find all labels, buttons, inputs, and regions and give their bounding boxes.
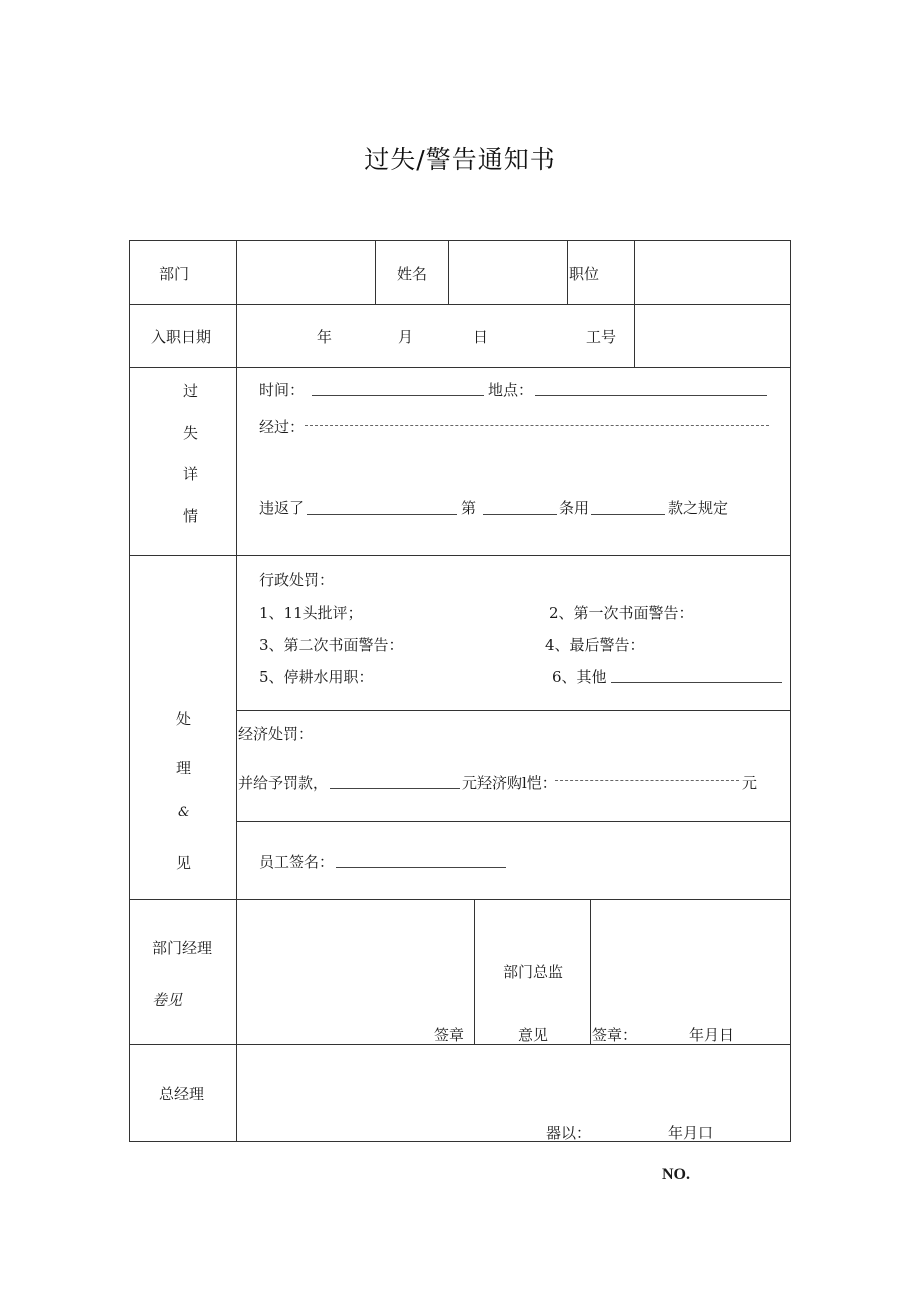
economic-penalty-title: 经济处罚：: [238, 725, 314, 743]
employee-number-label: 工号: [586, 328, 617, 346]
dept-director-opinion-label: 意见: [518, 1026, 549, 1044]
handling-side-char: 处: [176, 710, 192, 728]
employee-number-field[interactable]: [636, 306, 789, 366]
manager-seal-label: 签章: [434, 1026, 465, 1044]
name-label: 姓名: [397, 265, 428, 283]
fine-mid-label: 元羟济购l恺：: [462, 774, 557, 792]
option-suspension[interactable]: 5、停耕水用职：: [259, 668, 374, 686]
director-sign-label: 签章：: [592, 1026, 638, 1044]
employee-signature-label: 员工签名：: [259, 853, 335, 871]
time-field[interactable]: [312, 395, 484, 396]
fault-side-char: 失: [183, 424, 199, 442]
gm-sign-label: 器以：: [546, 1124, 592, 1142]
day-label: 日: [473, 328, 489, 346]
employee-signature-field[interactable]: [336, 867, 506, 868]
option-first-written-warning[interactable]: 2、第一次书面警告：: [549, 604, 694, 622]
fault-side-char: 情: [183, 507, 199, 525]
option-final-warning[interactable]: 4、最后警告：: [545, 636, 645, 654]
tiao-label: 条用: [559, 499, 590, 517]
general-manager-label: 总经理: [159, 1085, 205, 1103]
page-title: 过失/警告通知书: [364, 145, 556, 174]
compensation-amount-field[interactable]: [555, 780, 739, 781]
time-label: 时间：: [259, 381, 305, 399]
dept-label: 部门: [159, 265, 190, 283]
di-label: 第: [461, 499, 477, 517]
option-other[interactable]: 6、其他: [552, 668, 607, 686]
dept-manager-opinion-label: 卷见: [152, 991, 183, 1009]
gm-date-label: 年月口: [668, 1124, 714, 1142]
year-label: 年: [317, 328, 333, 346]
violated-rule-field[interactable]: [307, 514, 457, 515]
process-label: 经过：: [259, 418, 305, 436]
dept-director-label: 部门总监: [503, 963, 564, 981]
violate-label: 违返了: [259, 499, 305, 517]
handling-side-char: 理: [176, 759, 192, 777]
fault-side-char: 详: [183, 465, 199, 483]
fine-label: 并给予罚款，: [238, 774, 329, 792]
dept-field[interactable]: [238, 242, 374, 303]
name-field[interactable]: [450, 242, 566, 303]
fine-amount-field[interactable]: [330, 788, 460, 789]
dept-manager-opinion-field[interactable]: [238, 901, 473, 1043]
admin-penalty-title: 行政处罚：: [259, 571, 335, 589]
fine-end-label: 元: [742, 774, 758, 792]
dept-manager-label: 部门经理: [152, 939, 213, 957]
other-field[interactable]: [611, 682, 782, 683]
dept-director-opinion-field[interactable]: [592, 901, 789, 1043]
clause-number-field[interactable]: [483, 514, 557, 515]
handling-side-char: 见: [176, 854, 192, 872]
document-number-label: NO.: [662, 1166, 690, 1183]
option-verbal-criticism[interactable]: 1、11头批评；: [259, 604, 363, 622]
month-label: 月: [398, 328, 414, 346]
handling-side-char: &: [178, 805, 190, 820]
position-field[interactable]: [636, 242, 789, 303]
hire-date-label: 入职日期: [151, 328, 212, 346]
place-label: 地点：: [488, 381, 534, 399]
place-field[interactable]: [535, 395, 767, 396]
position-label: 职位: [569, 265, 600, 283]
option-second-written-warning[interactable]: 3、第二次书面警告：: [259, 636, 404, 654]
fault-side-char: 过: [183, 382, 199, 400]
kuan-label: 款之规定: [668, 499, 729, 517]
item-number-field[interactable]: [591, 514, 665, 515]
process-field[interactable]: [305, 425, 769, 426]
director-date-label: 年月日: [689, 1026, 735, 1044]
